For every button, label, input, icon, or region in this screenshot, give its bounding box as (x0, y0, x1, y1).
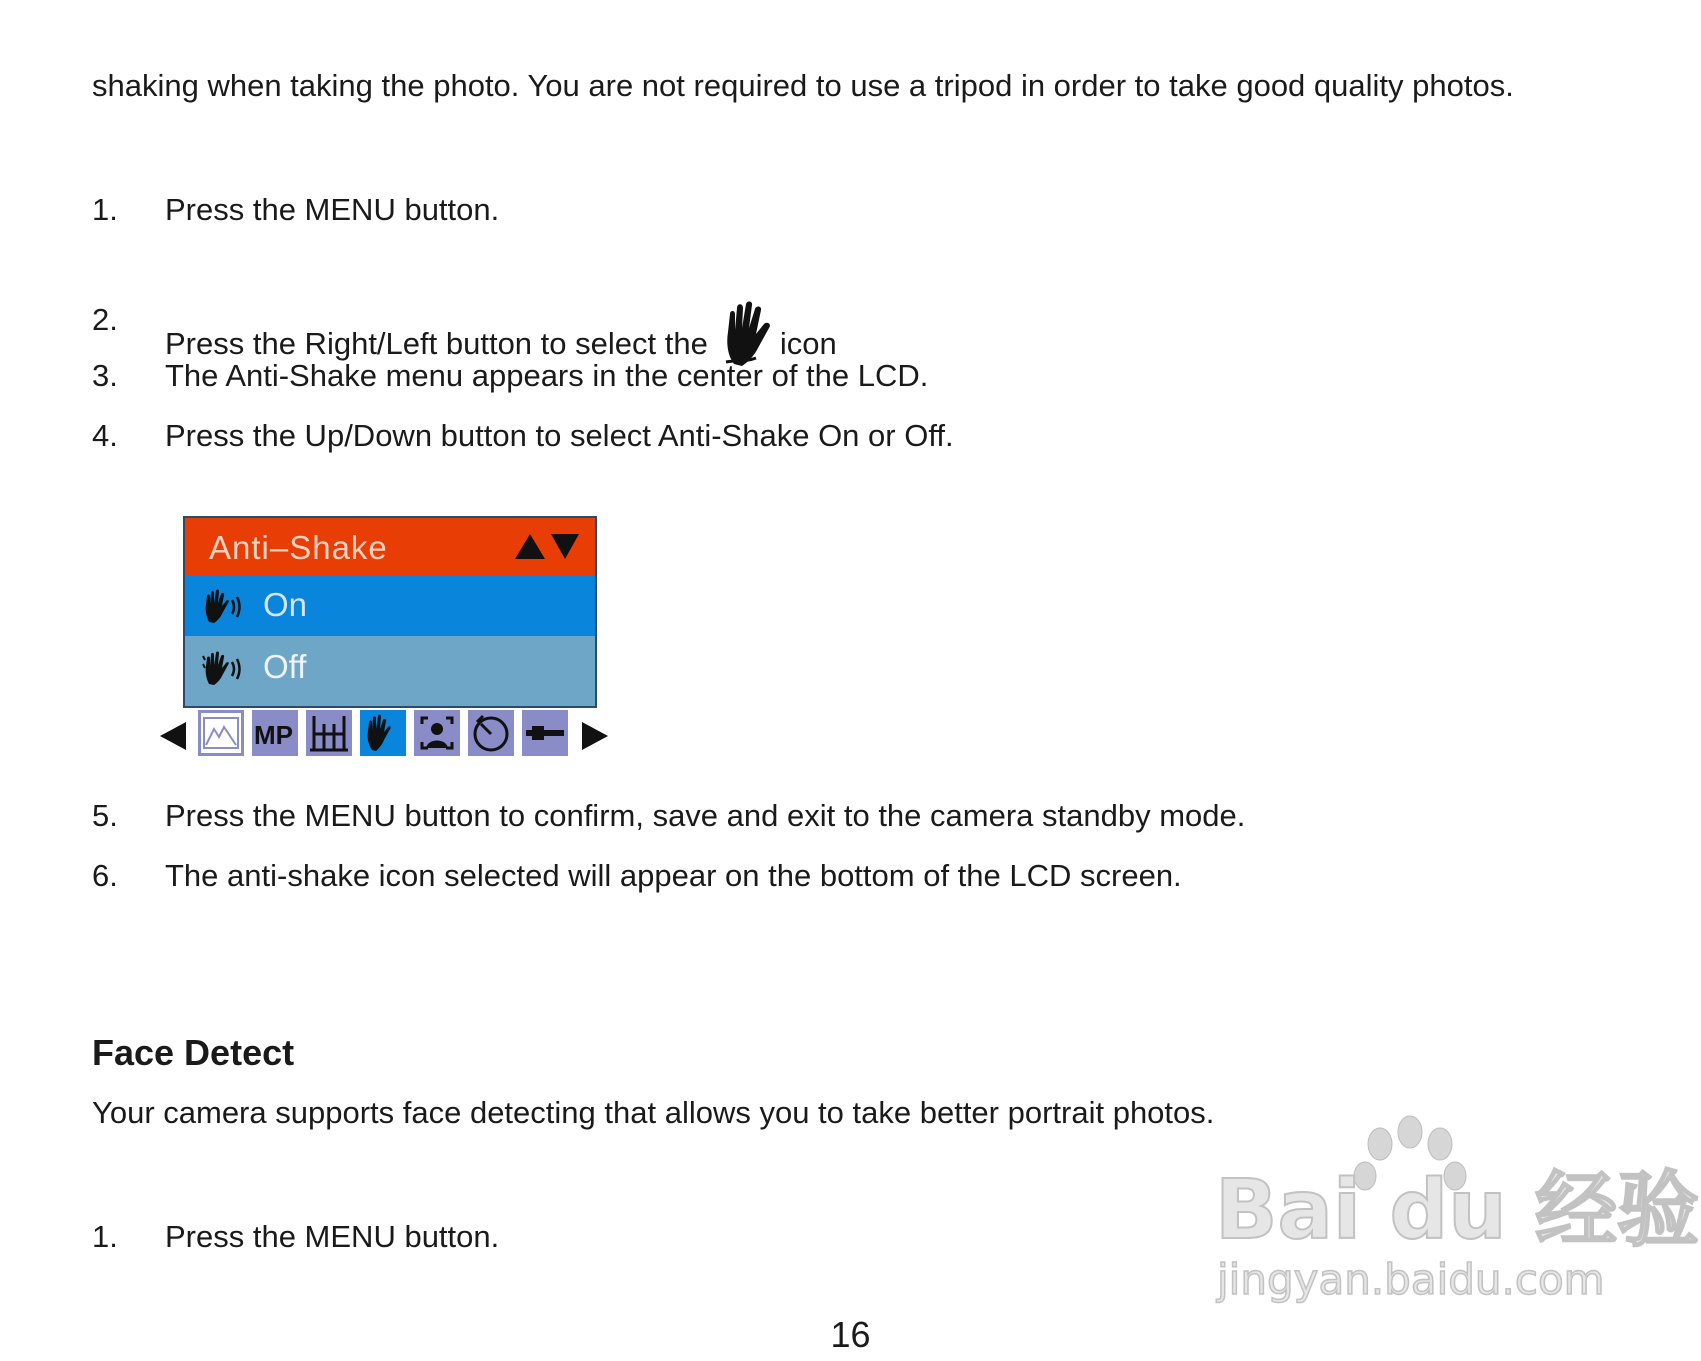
tab-mp[interactable] (252, 710, 298, 756)
section-heading: Face Detect (92, 1032, 295, 1073)
scene-icon (201, 713, 241, 753)
option-label: On (263, 586, 308, 623)
white-balance-icon (306, 710, 352, 756)
menu-option-off[interactable] (185, 636, 595, 706)
step-number: 6. (92, 858, 118, 893)
step-number: 1. (92, 1219, 118, 1254)
tab-self-timer[interactable] (468, 710, 514, 756)
step-number: 2. (92, 302, 118, 337)
watermark-url: jingyan.baidu.com (1217, 1255, 1605, 1304)
mp-icon (252, 710, 298, 756)
tab-scene[interactable] (198, 710, 244, 756)
hand-icon (360, 710, 406, 756)
baidu-watermark-logo (1215, 1110, 1700, 1310)
step-text-before: Press the Right/Left button to select the (165, 326, 708, 361)
page-number: 16 (830, 1314, 871, 1355)
up-down-arrows-icon (515, 532, 581, 560)
tab-white-balance[interactable] (306, 710, 352, 756)
step-number: 1. (92, 192, 118, 227)
step-text: Press the Up/Down button to select Anti-Shake On or Off. (165, 418, 954, 453)
left-arrow-icon[interactable] (160, 722, 186, 750)
menu-option-on[interactable] (185, 576, 595, 636)
anti-shake-off-icon (203, 650, 247, 688)
step-text-after: icon (779, 326, 837, 361)
step-text: Press the MENU button. (165, 1219, 500, 1254)
step-number: 5. (92, 798, 118, 833)
tab-settings[interactable] (522, 710, 568, 756)
settings-icon (522, 710, 568, 756)
menu-title: Anti–Shake (209, 529, 388, 566)
face-detect-icon (414, 710, 460, 756)
right-arrow-icon[interactable] (582, 722, 608, 750)
tab-face-detect[interactable] (414, 710, 460, 756)
step-text: The anti-shake icon selected will appear on the bottom of the LCD screen. (165, 858, 1182, 893)
lcd-anti-shake-menu (183, 516, 597, 708)
step-text: The Anti-Shake menu appears in the center of the LCD. (165, 358, 929, 393)
self-timer-icon (468, 710, 514, 756)
mp-label: MP (254, 720, 293, 750)
anti-shake-on-icon (203, 588, 247, 626)
step-text: Press the MENU button to confirm, save and exit to the camera standby mode. (165, 798, 1246, 833)
tab-anti-shake[interactable] (360, 710, 406, 756)
section-intro: Your camera supports face detecting that allows you to take better portrait photos. (92, 1095, 1215, 1130)
menu-header (185, 518, 595, 576)
menu-tab-strip (160, 710, 620, 758)
intro-paragraph: shaking when taking the photo. You are not required to use a tripod in order to take good quality photos. (92, 68, 1514, 103)
step-text: Press the MENU button. (165, 192, 500, 227)
option-label: Off (263, 648, 307, 685)
watermark-brand: Bai du 经验 (1215, 1163, 1700, 1258)
step-number: 3. (92, 358, 118, 393)
step-number: 4. (92, 418, 118, 453)
